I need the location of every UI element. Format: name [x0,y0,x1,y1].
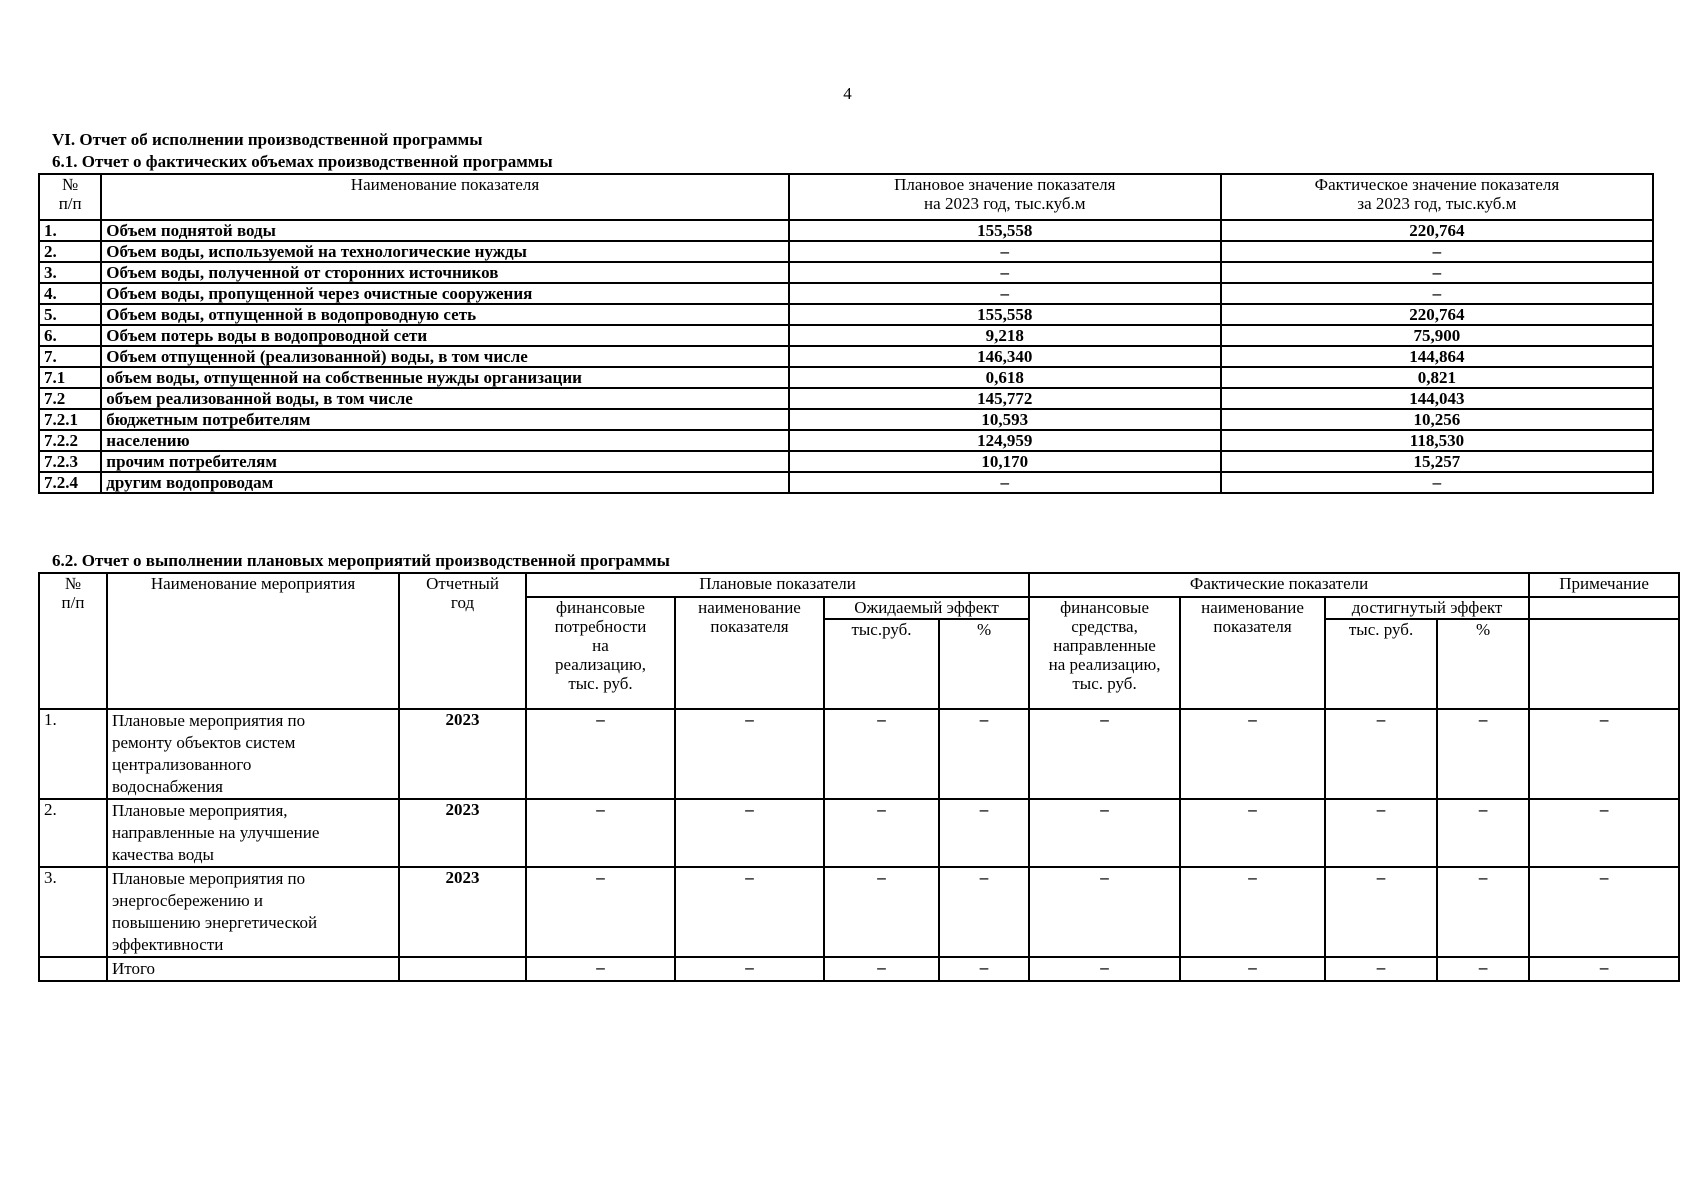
plan-value: 124,959 [789,430,1221,451]
indicator-name: населению [101,430,788,451]
table-row [39,472,1653,493]
header-note-sub2 [1529,619,1679,709]
indicator-name: Объем воды, отпущенной в водопроводную сеть [101,304,788,325]
header-fact-group: Фактические показатели [1029,573,1529,597]
table-row [39,325,1653,346]
header-fact-name [1180,597,1325,709]
indicator-name: объем воды, отпущенной на собственные нужды организации [101,367,788,388]
section-title: VI. Отчет об исполнении производственной программы [52,130,483,149]
value-cell: – [1529,799,1679,867]
header-num [39,174,101,220]
value-cell: – [526,709,675,799]
indicator-name: другим водопроводам [101,472,788,493]
plan-value: 10,593 [789,409,1221,430]
header-plan-fin [526,597,675,709]
value-cell: – [939,867,1029,957]
table2-title: 6.2. Отчет о выполнении плановых мероприятий производственной программы [52,551,670,570]
fact-value: – [1221,241,1653,262]
value-cell: – [824,867,939,957]
table-row [39,430,1653,451]
value-cell: – [939,799,1029,867]
row-number: 5. [39,304,101,325]
value-cell: – [526,867,675,957]
table1-title: 6.1. Отчет о фактических объемах производственной программы [52,152,553,171]
total-row [39,957,1679,981]
fact-value: 118,530 [1221,430,1653,451]
header-line: показателя [1213,617,1292,636]
header-plan-effect: Ожидаемый эффект [824,597,1029,619]
header-indicator-name [101,174,788,220]
total-value: – [526,957,675,981]
report-year: 2023 [399,867,526,957]
table-row [39,709,1679,799]
plan-value: 9,218 [789,325,1221,346]
header-name-text: Наименование показателя [350,175,540,194]
row-number: 1. [39,709,107,799]
plan-value: – [789,262,1221,283]
fact-value: 144,864 [1221,346,1653,367]
value-cell: – [1529,709,1679,799]
indicator-name: Объем воды, полученной от сторонних источников [101,262,788,283]
total-year [399,957,526,981]
row-number: 7.2 [39,388,101,409]
header-line: показателя [710,617,789,636]
value-cell: – [526,799,675,867]
value-cell: – [1029,709,1180,799]
table-row [39,388,1653,409]
header-fact-effect-pct: % [1437,619,1529,709]
value-cell: – [1325,867,1437,957]
header-note-sub [1529,597,1679,619]
header-num-line: № [64,574,82,593]
row-number: 7.2.4 [39,472,101,493]
header-line: финансовые [1060,598,1149,617]
header-num-line: п/п [61,593,85,612]
row-number: 1. [39,220,101,241]
table-row [39,799,1679,867]
header-year-line: год [450,593,475,612]
value-cell: – [1325,709,1437,799]
plan-value: – [789,472,1221,493]
row-number: 7.1 [39,367,101,388]
value-cell: – [1180,709,1325,799]
plan-value: 10,170 [789,451,1221,472]
measure-name [107,799,399,867]
header-num [39,573,107,709]
table-row [39,241,1653,262]
fact-value: 220,764 [1221,220,1653,241]
value-cell: – [1437,799,1529,867]
table-row [39,346,1653,367]
header-year [399,573,526,709]
value-cell: – [675,867,824,957]
indicator-name: Объем воды, пропущенной через очистные сооружения [101,283,788,304]
measure-name-line: водоснабжения [112,777,223,796]
total-value: – [1029,957,1180,981]
plan-value: – [789,283,1221,304]
measure-name-line: Плановые мероприятия, [112,801,288,820]
header-measure-name: Наименование мероприятия [107,573,399,709]
measure-name [107,709,399,799]
total-num [39,957,107,981]
measure-name-line: энергосбережению и [112,891,263,910]
fact-value: – [1221,472,1653,493]
header-line: средства, [1071,617,1138,636]
header-num-line: п/п [58,194,82,213]
table-row [39,867,1679,957]
value-cell: – [1180,799,1325,867]
indicator-name: объем реализованной воды, в том числе [101,388,788,409]
header-fact-fin [1029,597,1180,709]
header-plan-value [789,174,1221,220]
header-line: реализацию, [555,655,646,674]
header-note: Примечание [1529,573,1679,597]
value-cell: – [1325,799,1437,867]
header-fact-effect-rub: тыс. руб. [1325,619,1437,709]
measure-name-line: повышению энергетической [112,913,318,932]
plan-value: 155,558 [789,220,1221,241]
value-cell: – [1180,867,1325,957]
production-volumes-table [38,173,1654,494]
fact-value: 10,256 [1221,409,1653,430]
row-number: 2. [39,241,101,262]
total-value: – [939,957,1029,981]
table-row [39,220,1653,241]
header-line: на [592,636,609,655]
table-row [39,367,1653,388]
fact-value: 220,764 [1221,304,1653,325]
report-year: 2023 [399,709,526,799]
measure-name-line: ремонту объектов систем [112,733,296,752]
plan-value: – [789,241,1221,262]
fact-value: 0,821 [1221,367,1653,388]
value-cell: – [1029,799,1180,867]
row-number: 7.2.1 [39,409,101,430]
table1-body [39,220,1653,493]
indicator-name: Объем воды, используемой на технологические нужды [101,241,788,262]
row-number: 3. [39,867,107,957]
plan-value: 0,618 [789,367,1221,388]
measure-name-line: эффективности [112,935,224,954]
fact-value: 75,900 [1221,325,1653,346]
indicator-name: Объем потерь воды в водопроводной сети [101,325,788,346]
total-value: – [1529,957,1679,981]
fact-value: 15,257 [1221,451,1653,472]
value-cell: – [1437,867,1529,957]
header-line: тыс. руб. [1072,674,1137,693]
row-number: 7. [39,346,101,367]
header-line: финансовые [556,598,645,617]
fact-value: – [1221,283,1653,304]
measure-name-line: Плановые мероприятия по [112,711,306,730]
fact-value: 144,043 [1221,388,1653,409]
value-cell: – [1529,867,1679,957]
header-line: направленные [1053,636,1156,655]
indicator-name: Объем поднятой воды [101,220,788,241]
measure-name-line: Плановые мероприятия по [112,869,306,888]
header-fact-line: за 2023 год, тыс.куб.м [1357,194,1517,213]
value-cell: – [675,799,824,867]
page-number: 4 [843,84,852,103]
plan-value: 155,558 [789,304,1221,325]
total-value: – [1180,957,1325,981]
header-plan-name [675,597,824,709]
total-value: – [1437,957,1529,981]
header-plan-effect-rub: тыс.руб. [824,619,939,709]
value-cell: – [675,709,824,799]
report-year: 2023 [399,799,526,867]
indicator-name: прочим потребителям [101,451,788,472]
row-number: 2. [39,799,107,867]
header-line: тыс. руб. [568,674,633,693]
value-cell: – [1029,867,1180,957]
table2-header-row-1 [39,573,1679,597]
value-cell: – [1437,709,1529,799]
header-fact-effect: достигнутый эффект [1325,597,1529,619]
plan-value: 146,340 [789,346,1221,367]
row-number: 7.2.3 [39,451,101,472]
header-line: наименование [698,598,801,617]
value-cell: – [939,709,1029,799]
value-cell: – [824,799,939,867]
row-number: 3. [39,262,101,283]
header-line: наименование [1201,598,1304,617]
table-row [39,262,1653,283]
table-row [39,304,1653,325]
table-row [39,283,1653,304]
plan-value: 145,772 [789,388,1221,409]
total-value: – [824,957,939,981]
header-plan-group: Плановые показатели [526,573,1029,597]
fact-value: – [1221,262,1653,283]
indicator-name: бюджетным потребителям [101,409,788,430]
header-fact-value [1221,174,1653,220]
table1-header-row [39,174,1653,220]
indicator-name: Объем отпущенной (реализованной) воды, в том числе [101,346,788,367]
header-num-line: № [62,175,79,194]
total-value: – [675,957,824,981]
value-cell: – [824,709,939,799]
table-row [39,409,1653,430]
total-label: Итого [107,957,399,981]
measure-name [107,867,399,957]
header-line: потребности [554,617,647,636]
header-plan-effect-pct: % [939,619,1029,709]
total-value: – [1325,957,1437,981]
measure-name-line: централизованного [112,755,252,774]
header-plan-line: Плановое значение показателя [894,175,1116,194]
header-year-line: Отчетный [426,574,499,593]
table2-body [39,709,1679,981]
row-number: 4. [39,283,101,304]
row-number: 6. [39,325,101,346]
row-number: 7.2.2 [39,430,101,451]
measure-name-line: качества воды [112,845,214,864]
planned-measures-table [38,572,1680,982]
header-fact-line: Фактическое значение показателя [1314,175,1560,194]
table-row [39,451,1653,472]
header-plan-line: на 2023 год, тыс.куб.м [924,194,1086,213]
header-line: на реализацию, [1048,655,1161,674]
measure-name-line: направленные на улучшение [112,823,320,842]
